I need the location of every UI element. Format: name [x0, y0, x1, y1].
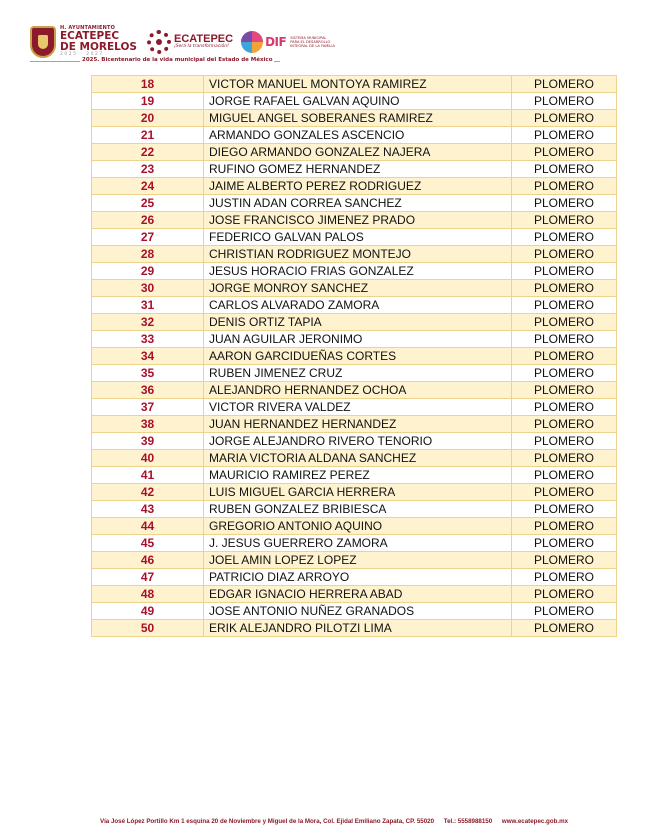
row-role: PLOMERO: [512, 552, 617, 569]
table-row: [92, 484, 617, 501]
row-role: PLOMERO: [512, 314, 617, 331]
row-number: 23: [92, 161, 204, 178]
row-name: JOSE ANTONIO NUÑEZ GRANADOS: [204, 603, 512, 620]
row-number: 36: [92, 382, 204, 399]
row-name: CHRISTIAN RODRIGUEZ MONTEJO: [204, 246, 512, 263]
ayuntamiento-logo: [60, 26, 137, 58]
row-name: FEDERICO GALVAN PALOS: [204, 229, 512, 246]
row-number: 34: [92, 348, 204, 365]
dif-description: SISTEMA MUNICIPAL PARA EL DESARROLLO INTEGRAL DE LA FAMILIA: [290, 35, 335, 49]
row-name: RUBEN JIMENEZ CRUZ: [204, 365, 512, 382]
row-role: PLOMERO: [512, 365, 617, 382]
row-name: DIEGO ARMANDO GONZALEZ NAJERA: [204, 144, 512, 161]
table-row: [92, 416, 617, 433]
row-role: PLOMERO: [512, 76, 617, 93]
table-row: [92, 161, 617, 178]
row-number: 46: [92, 552, 204, 569]
table-row: [92, 331, 617, 348]
row-name: J. JESUS GUERRERO ZAMORA: [204, 535, 512, 552]
row-number: 40: [92, 450, 204, 467]
footer-address: Vía José López Portillo Km 1 esquina 20 de Noviembre y Miguel de la Mora, Col. Ejidal Emiliano Zapata, CP. 55020: [99, 818, 435, 825]
row-role: PLOMERO: [512, 433, 617, 450]
row-number: 33: [92, 331, 204, 348]
row-role: PLOMERO: [512, 586, 617, 603]
row-name: MARIA VICTORIA ALDANA SANCHEZ: [204, 450, 512, 467]
row-name: LUIS MIGUEL GARCIA HERRERA: [204, 484, 512, 501]
row-role: PLOMERO: [512, 620, 617, 637]
ayuntamiento-name-2: DE MORELOS: [60, 40, 137, 53]
table-row: [92, 552, 617, 569]
ecatepec-emblem-icon: [147, 30, 171, 54]
table-row: [92, 297, 617, 314]
brand-slogan: ¡Será la transformación!: [173, 44, 229, 50]
row-name: JUSTIN ADAN CORREA SANCHEZ: [204, 195, 512, 212]
row-role: PLOMERO: [512, 93, 617, 110]
ecatepec-brand: [174, 34, 233, 50]
row-number: 21: [92, 127, 204, 144]
row-name: JOSE FRANCISCO JIMENEZ PRADO: [204, 212, 512, 229]
row-number: 26: [92, 212, 204, 229]
row-number: 50: [92, 620, 204, 637]
row-role: PLOMERO: [512, 297, 617, 314]
row-role: PLOMERO: [512, 110, 617, 127]
row-role: PLOMERO: [512, 144, 617, 161]
row-number: 24: [92, 178, 204, 195]
table-row: [92, 246, 617, 263]
row-role: PLOMERO: [512, 535, 617, 552]
row-number: 38: [92, 416, 204, 433]
table-row: [92, 144, 617, 161]
table-row: [92, 195, 617, 212]
row-name: JORGE RAFAEL GALVAN AQUINO: [204, 93, 512, 110]
table-row: [92, 365, 617, 382]
roster-table: [91, 75, 617, 637]
row-name: PATRICIO DIAZ ARROYO: [204, 569, 512, 586]
dif-name: DIF: [265, 35, 287, 49]
ayuntamiento-small: H. AYUNTAMIENTO: [60, 25, 116, 32]
table-row: [92, 127, 617, 144]
row-number: 29: [92, 263, 204, 280]
table-row: [92, 535, 617, 552]
row-name: RUFINO GOMEZ HERNANDEZ: [204, 161, 512, 178]
table-row: [92, 620, 617, 637]
row-number: 25: [92, 195, 204, 212]
row-role: PLOMERO: [512, 518, 617, 535]
ayuntamiento-years: 2025 · 2027: [60, 52, 104, 58]
table-row: [92, 518, 617, 535]
row-number: 35: [92, 365, 204, 382]
row-role: PLOMERO: [512, 467, 617, 484]
row-role: PLOMERO: [512, 348, 617, 365]
ayuntamiento-name-1: ECATEPEC: [60, 30, 120, 43]
row-name: ERIK ALEJANDRO PILOTZI LIMA: [204, 620, 512, 637]
row-name: JESUS HORACIO FRIAS GONZALEZ: [204, 263, 512, 280]
row-name: JOEL AMIN LOPEZ LOPEZ: [204, 552, 512, 569]
table-row: [92, 586, 617, 603]
row-number: 18: [92, 76, 204, 93]
row-role: PLOMERO: [512, 246, 617, 263]
row-number: 20: [92, 110, 204, 127]
row-name: ARMANDO GONZALES ASCENCIO: [204, 127, 512, 144]
row-name: RUBEN GONZALEZ BRIBIESCA: [204, 501, 512, 518]
table-row: [92, 280, 617, 297]
table-row: [92, 229, 617, 246]
table-row: [92, 399, 617, 416]
row-name: MAURICIO RAMIREZ PEREZ: [204, 467, 512, 484]
table-row: [92, 382, 617, 399]
brand-name: ECATEPEC: [173, 33, 234, 46]
row-number: 42: [92, 484, 204, 501]
table-row: [92, 433, 617, 450]
table-row: [92, 314, 617, 331]
table-row: [92, 212, 617, 229]
row-name: JORGE ALEJANDRO RIVERO TENORIO: [204, 433, 512, 450]
row-number: 28: [92, 246, 204, 263]
table-row: [92, 501, 617, 518]
row-name: GREGORIO ANTONIO AQUINO: [204, 518, 512, 535]
row-number: 45: [92, 535, 204, 552]
row-role: PLOMERO: [512, 501, 617, 518]
row-number: 43: [92, 501, 204, 518]
row-role: PLOMERO: [512, 263, 617, 280]
table-row: [92, 263, 617, 280]
row-number: 49: [92, 603, 204, 620]
row-role: PLOMERO: [512, 399, 617, 416]
row-name: JAIME ALBERTO PEREZ RODRIGUEZ: [204, 178, 512, 195]
row-role: PLOMERO: [512, 603, 617, 620]
footer-phone: Tel.: 5558988150: [443, 818, 493, 825]
row-role: PLOMERO: [512, 127, 617, 144]
row-number: 19: [92, 93, 204, 110]
table-row: [92, 76, 617, 93]
row-name: JUAN AGUILAR JERONIMO: [204, 331, 512, 348]
row-role: PLOMERO: [512, 178, 617, 195]
row-role: PLOMERO: [512, 161, 617, 178]
row-name: JUAN HERNANDEZ HERNANDEZ: [204, 416, 512, 433]
row-name: DENIS ORTIZ TAPIA: [204, 314, 512, 331]
row-number: 37: [92, 399, 204, 416]
table-row: [92, 178, 617, 195]
row-name: VICTOR MANUEL MONTOYA RAMIREZ: [204, 76, 512, 93]
row-number: 27: [92, 229, 204, 246]
row-role: PLOMERO: [512, 195, 617, 212]
row-name: MIGUEL ANGEL SOBERANES RAMIREZ: [204, 110, 512, 127]
table-row: [92, 450, 617, 467]
row-name: AARON GARCIDUEÑAS CORTES: [204, 348, 512, 365]
row-number: 44: [92, 518, 204, 535]
row-number: 41: [92, 467, 204, 484]
row-number: 47: [92, 569, 204, 586]
coat-of-arms-icon: [30, 26, 56, 58]
table-row: [92, 110, 617, 127]
row-role: PLOMERO: [512, 331, 617, 348]
row-name: ALEJANDRO HERNANDEZ OCHOA: [204, 382, 512, 399]
row-number: 31: [92, 297, 204, 314]
row-role: PLOMERO: [512, 484, 617, 501]
table-row: [92, 348, 617, 365]
row-number: 30: [92, 280, 204, 297]
row-role: PLOMERO: [512, 229, 617, 246]
row-number: 39: [92, 433, 204, 450]
row-name: VICTOR RIVERA VALDEZ: [204, 399, 512, 416]
row-name: EDGAR IGNACIO HERRERA ABAD: [204, 586, 512, 603]
row-role: PLOMERO: [512, 382, 617, 399]
row-name: JORGE MONROY SANCHEZ: [204, 280, 512, 297]
row-number: 32: [92, 314, 204, 331]
dif-logo: [241, 31, 286, 53]
row-number: 48: [92, 586, 204, 603]
row-role: PLOMERO: [512, 450, 617, 467]
table-row: [92, 569, 617, 586]
footer-website[interactable]: www.ecatepec.gob.mx: [501, 818, 569, 825]
row-name: CARLOS ALVARADO ZAMORA: [204, 297, 512, 314]
table-row: [92, 467, 617, 484]
row-role: PLOMERO: [512, 416, 617, 433]
letterhead: [30, 24, 630, 70]
table-row: [92, 603, 617, 620]
bicentenario-tagline: 2025. Bicentenario de la vida municipal del Estado de México: [82, 57, 273, 63]
page-footer: [0, 818, 668, 825]
roster-body: [92, 76, 617, 637]
logo-row: [30, 24, 630, 60]
row-number: 22: [92, 144, 204, 161]
dif-emblem-icon: [241, 31, 263, 53]
row-role: PLOMERO: [512, 569, 617, 586]
row-role: PLOMERO: [512, 280, 617, 297]
row-role: PLOMERO: [512, 212, 617, 229]
table-row: [92, 93, 617, 110]
